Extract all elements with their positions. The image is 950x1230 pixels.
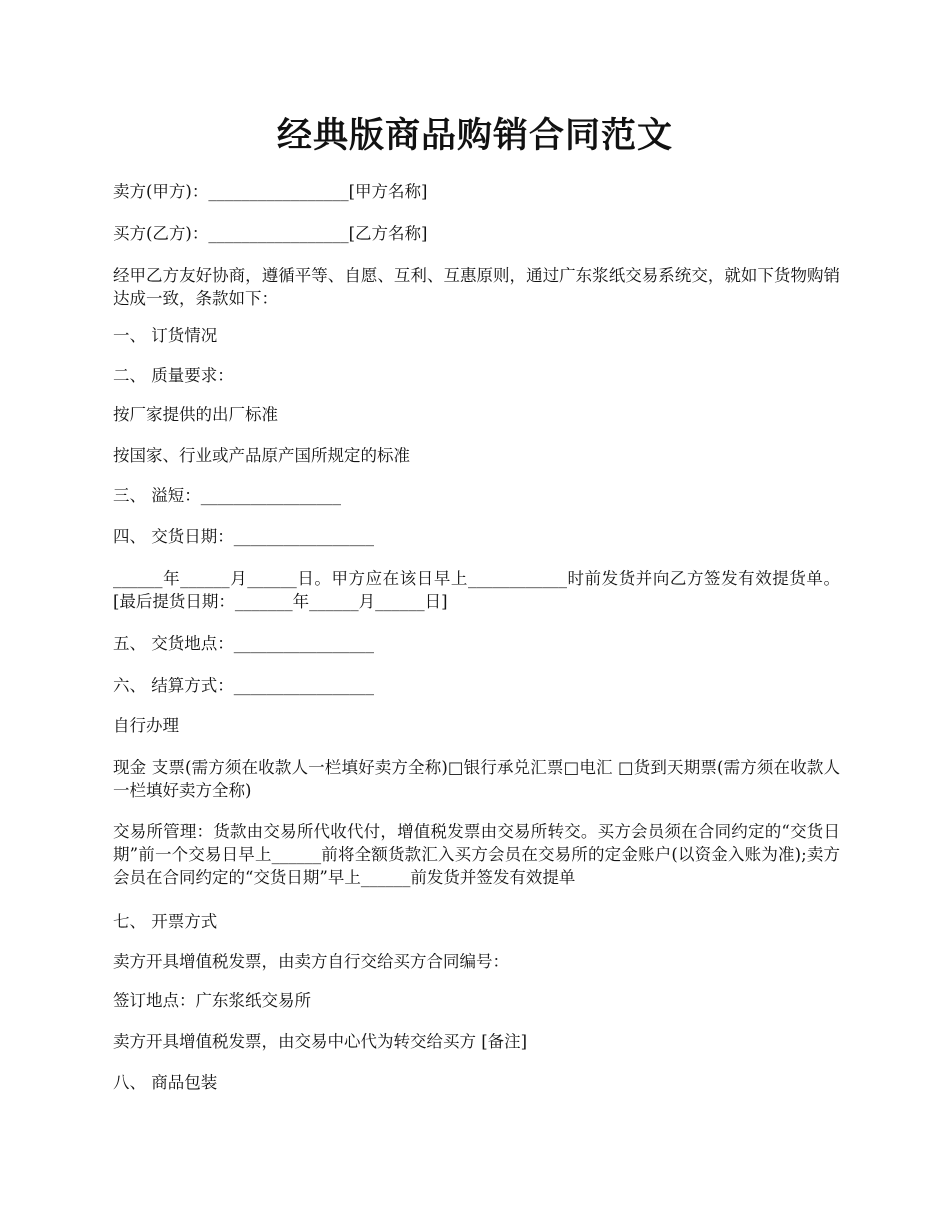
document-title: 经典版商品购销合同范文 [276,115,673,156]
invoicing-exchange-paragraph: 卖方开具增值税发票，由交易中心代为转交给买方 [备注] [113,1032,528,1051]
seller-line: 卖方(甲方)：_________________[甲方名称] [113,182,428,201]
section-heading-quality: 二、 质量要求： [113,366,234,385]
settlement-self-handled: 自行办理 [113,716,179,735]
payment-methods-paragraph: 现金 支票(需方须在收款人一栏填好卖方全称)□银行承兑汇票□电汇 □货到天期票(需方须在收款人一栏填好卖方全称) [113,758,840,800]
section-heading-shortage: 三、 溢短：_________________ [113,486,341,505]
exchange-management-paragraph: 交易所管理：货款由交易所代收代付，增值税发票由交易所转交。买方会员须在合同约定的“交货日期”前一个交易日早上______前将全额货款汇入买方会员在交易所的定金账户(以资金入账为准);卖方会员在合同约定的“交货日期”早上______前发货并签发有效提单 [113,822,840,887]
section-heading-packaging: 八、 商品包装 [113,1073,218,1092]
section-heading-order: 一、 订货情况 [113,326,218,345]
invoicing-seller-paragraph: 卖方开具增值税发票，由卖方自行交给买方合同编号： [113,952,509,971]
section-heading-delivery-place: 五、 交货地点：_________________ [113,634,374,653]
section-heading-settlement: 六、 结算方式：_________________ [113,676,374,695]
delivery-date-paragraph: ______年______月______日。甲方应在该日早上____________时前发货并向乙方签发有效提货单。 [最后提货日期：_______年______月______日] [113,569,840,611]
section-heading-delivery-date: 四、 交货日期：_________________ [113,527,374,546]
quality-option-national: 按国家、行业或产品原产国所规定的标准 [113,446,410,465]
buyer-line: 买方(乙方)：_________________[乙方名称] [113,224,428,243]
intro-paragraph: 经甲乙方友好协商，遵循平等、自愿、互利、互惠原则，通过广东浆纸交易系统交，就如下货物购销达成一致，条款如下： [113,266,840,308]
quality-option-factory: 按厂家提供的出厂标准 [113,405,278,424]
section-heading-invoicing: 七、 开票方式 [113,912,218,931]
signing-place-line: 签订地点：广东浆纸交易所 [113,991,311,1010]
